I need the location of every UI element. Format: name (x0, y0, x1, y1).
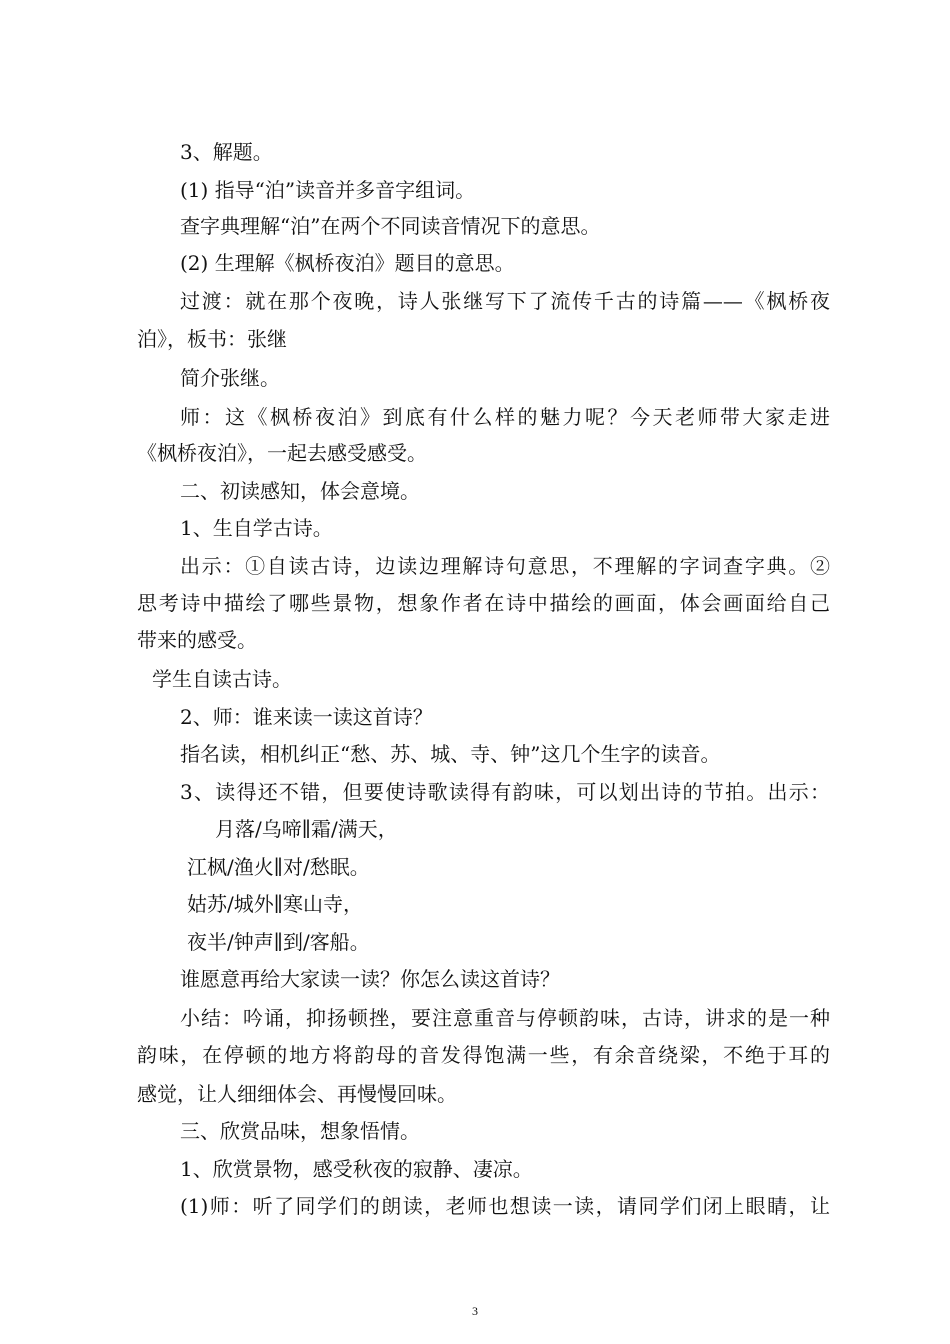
text-line: 泊》，板书：张继 (137, 327, 287, 351)
text-line: 谁愿意再给大家读一读？你怎么读这首诗？ (180, 967, 560, 991)
text-line: (1) 指导“泊”读音并多音字组词。 (180, 178, 476, 202)
text-line: 韵味，在停顿的地方将韵母的音发得饱满一些，有余音绕梁，不绝于耳的 (137, 1043, 830, 1067)
text-line: 带来的感受。 (137, 628, 257, 652)
text-line: 2、师：谁来读一读这首诗？ (180, 705, 433, 729)
text-line: 3、解题。 (180, 140, 273, 164)
text-line: 查字典理解“泊”在两个不同读音情况下的意思。 (180, 214, 601, 238)
text-line: 学生自读古诗。 (152, 667, 292, 691)
text-line: 小结：吟诵，抑扬顿挫，要注意重音与停顿韵味，古诗，讲求的是一种 (180, 1006, 830, 1030)
text-line: 3、读得还不错，但要使诗歌读得有韵味，可以划出诗的节拍。出示： (180, 780, 830, 804)
poem-line: 江枫/渔火∥对/愁眠。 (187, 855, 370, 879)
text-line: 师：这《枫桥夜泊》到底有什么样的魅力呢？今天老师带大家走进 (180, 405, 830, 429)
text-line: 1、生自学古诗。 (180, 516, 333, 540)
text-line: (1)师：听了同学们的朗读，老师也想读一读，请同学们闭上眼睛，让 (180, 1194, 830, 1218)
poem-line: 夜半/钟声∥到/客船。 (187, 930, 370, 954)
text-line: 1、欣赏景物，感受秋夜的寂静、凄凉。 (180, 1157, 533, 1181)
text-line: 感觉，让人细细体会、再慢慢回味。 (137, 1082, 457, 1106)
text-line: 三、欣赏品味，想象悟情。 (180, 1119, 420, 1143)
text-line: 简介张继。 (180, 366, 280, 390)
text-line: 思考诗中描绘了哪些景物，想象作者在诗中描绘的画面，体会画面给自己 (137, 591, 830, 615)
text-line: 二、初读感知，体会意境。 (180, 479, 420, 503)
poem-line: 月落/乌啼∥霜/满天， (215, 817, 398, 841)
text-line: 出示：①自读古诗，边读边理解诗句意思，不理解的字词查字典。② (180, 554, 830, 578)
text-line: 过渡：就在那个夜晚，诗人张继写下了流传千古的诗篇——《枫桥夜 (180, 289, 830, 313)
text-line: (2) 生理解《枫桥夜泊》题目的意思。 (180, 251, 515, 275)
text-line: 《枫桥夜泊》，一起去感受感受。 (137, 441, 427, 465)
text-line: 指名读，相机纠正“愁、苏、城、寺、钟”这几个生字的读音。 (180, 742, 721, 766)
page-number: 3 (472, 1304, 478, 1318)
poem-line: 姑苏/城外∥寒山寺， (187, 892, 363, 916)
